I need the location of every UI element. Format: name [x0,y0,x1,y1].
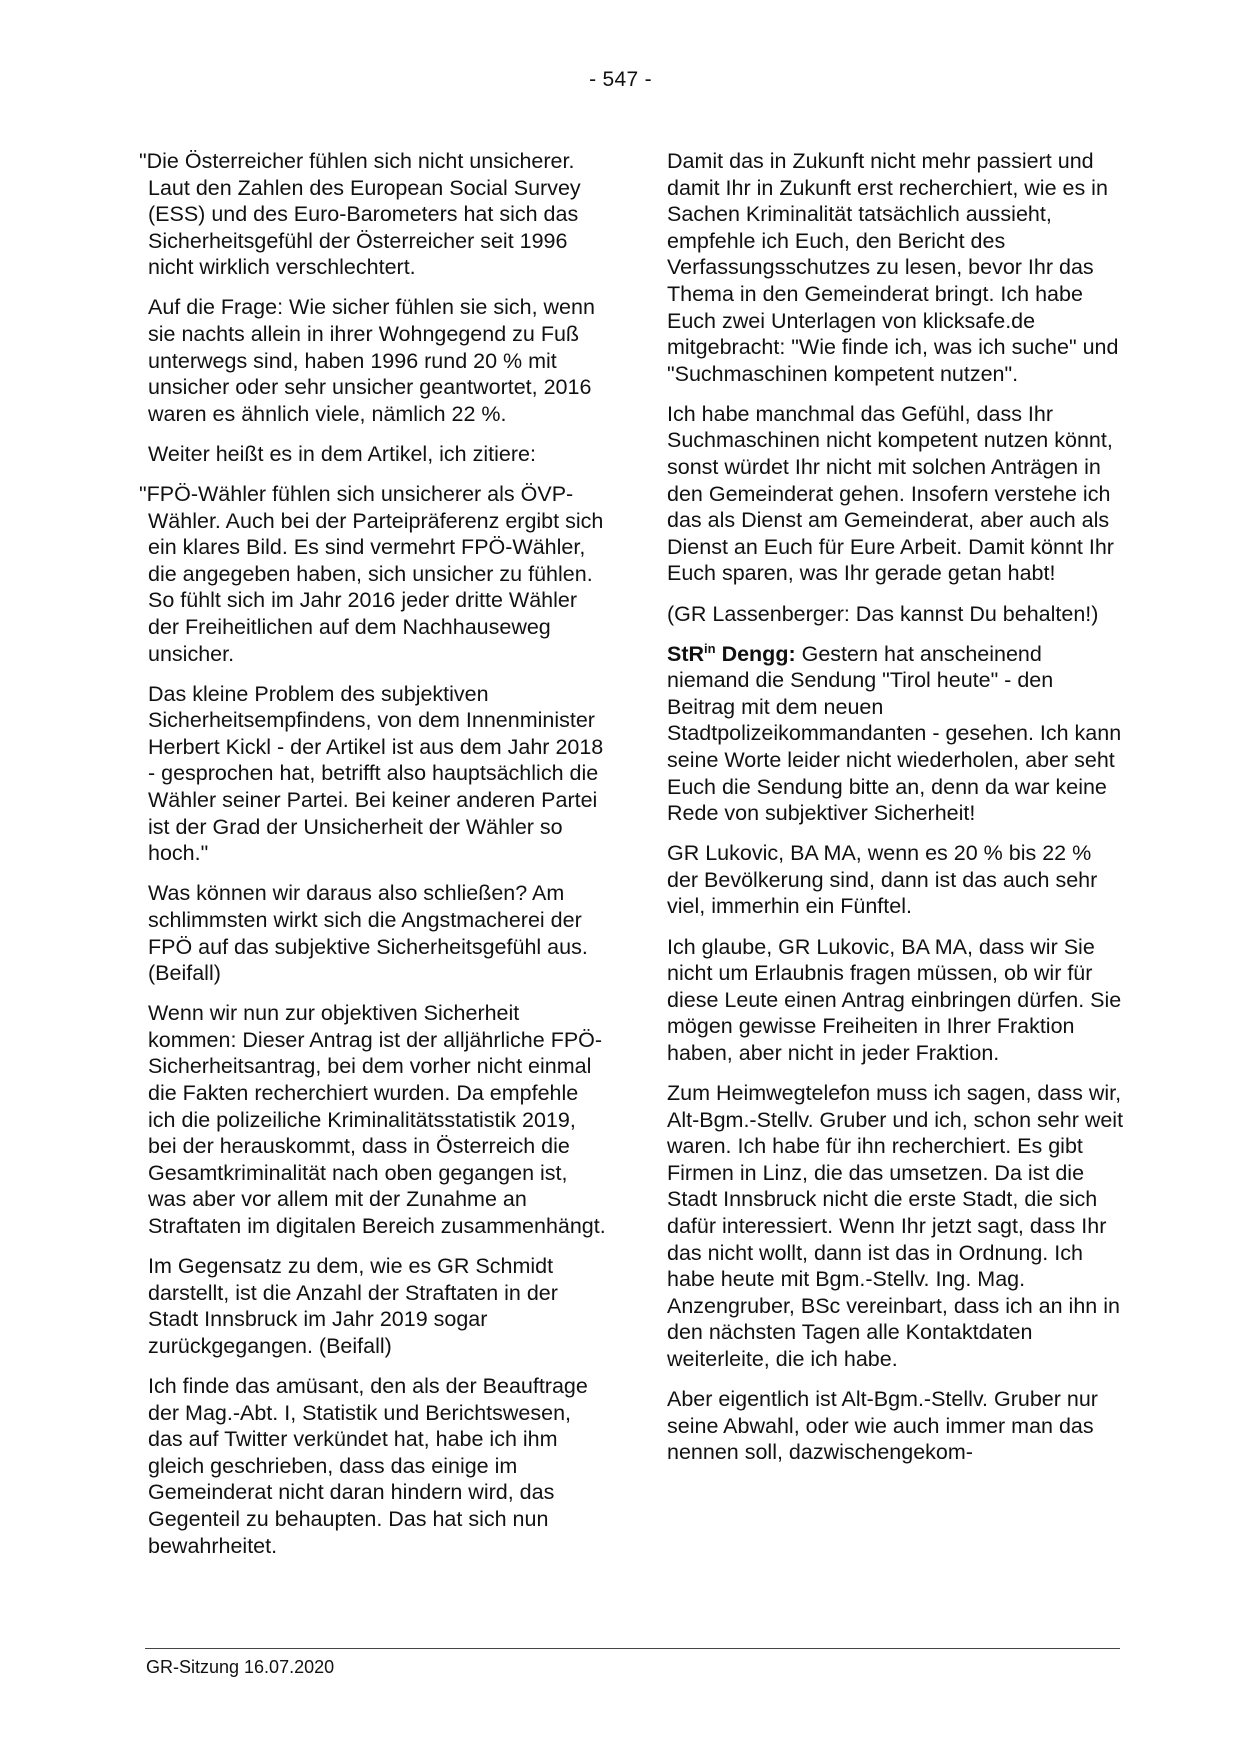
paragraph: Damit das in Zukunft nicht mehr passiert und damit Ihr in Zukunft erst recherchiert, wie es in Sachen Kriminalität tatsächlich aussieht, empfehle ich Euch, den Bericht des Verfassungsschutzes zu lesen, bevor Ihr das Thema in den Gemeinderat bringt. Ich habe Euch zwei Unterlagen von klicksafe.de mitgebracht: "Wie finde ich, was ich suche" und "Suchmaschinen kompetent nutzen". [667,149,1119,386]
footer-session-date: GR-Sitzung 16.07.2020 [146,1657,335,1677]
speaker-text: Gestern hat anscheinend niemand die Sendung "Tirol heute" - den Beitrag mit dem neuen Stadtpolizeikommandanten - gesehen. Ich kann seine Worte leider nicht wiederholen, aber seht Euch die Sendung bitte an, denn da war keine Rede von subjektiver Sicherheit! [667,641,1122,826]
paragraph: GR Lukovic, BA MA, wenn es 20 % bis 22 % der Bevölkerung sind, dann ist das auch sehr viel, immerhin ein Fünftel. [667,841,1098,919]
footer-divider [145,1648,1120,1649]
paragraph: Zum Heimwegtelefon muss ich sagen, dass wir, Alt-Bgm.-Stellv. Gruber und ich, schon sehr weit waren. Ich habe für ihn recherchiert. Es gibt Firmen in Linz, die das umsetzen. Da ist die Stadt Innsbruck nicht die erste Stadt, die sich dafür interessiert. Wenn Ihr jetzt sagt, dass Ihr das nicht wollt, dann ist das in Ordnung. Ich habe heute mit Bgm.-Stellv. Ing. Mag. Anzengruber, BSc vereinbart, dass ich an ihn in den nächsten Tagen alle Kontaktdaten weiterleite, die ich habe. [667,1081,1124,1371]
speaker-name: Dengg: [715,641,796,666]
paragraph: "Die Österreicher fühlen sich nicht unsicherer. Laut den Zahlen des European Social Survey (ESS) und des Euro-Barometers hat sich das Sicherheitsgefühl der Österreicher seit 1996 nicht wirklich verschlechtert. [139,149,581,280]
speaker-title: StR [667,641,705,666]
paragraph: Ich habe manchmal das Gefühl, dass Ihr Suchmaschinen nicht kompetent nutzen könnt, sonst würdet Ihr nicht mit solchen Anträgen in den Gemeinderat gehen. Insofern verstehe ich das als Dienst am Gemeinderat, aber auch als Dienst an Euch für Eure Arbeit. Damit könnt Ihr Euch sparen, was Ihr gerade getan habt! [667,401,1114,586]
paragraph: Weiter heißt es in dem Artikel, ich zitiere: [148,441,536,466]
page-number: - 547 - [589,68,652,91]
paragraph: Was können wir daraus also schließen? Am schlimmsten wirkt sich die Angstmacherei der FPÖ auf das subjektive Sicherheitsgefühl aus. (Beifall) [148,881,588,986]
paragraph: Wenn wir nun zur objektiven Sicherheit kommen: Dieser Antrag ist der alljährliche FPÖ-Sicherheitsantrag, bei dem vorher nicht einmal die Fakten recherchiert wurden. Da empfehle ich die polizeiliche Kriminalitätsstatistik 2019, bei der herauskommt, dass in Österreich die Gesamtkriminalität nach oben gegangen ist, was aber vor allem mit der Zunahme an Straftaten im digitalen Bereich zusammenhängt. [148,1001,606,1238]
paragraph: Im Gegensatz zu dem, wie es GR Schmidt darstellt, ist die Anzahl der Straftaten in der Stadt Innsbruck im Jahr 2019 sogar zurückgegangen. (Beifall) [148,1254,558,1358]
interjection: (GR Lassenberger: Das kannst Du behalten!) [667,601,1099,626]
paragraph: Aber eigentlich ist Alt-Bgm.-Stellv. Gruber nur seine Abwahl, oder wie auch immer man das nennen soll, dazwischengekom- [667,1387,1098,1465]
paragraph: Ich glaube, GR Lukovic, BA MA, dass wir Sie nicht um Erlaubnis fragen müssen, ob wir für diese Leute einen Antrag einbringen dürfen. Sie mögen gewisse Freiheiten in Ihrer Fraktion haben, aber nicht in jeder Fraktion. [667,934,1122,1065]
speaker-paragraph [667,641,1125,827]
paragraph: Ich finde das amüsant, den als der Beauftrage der Mag.-Abt. I, Statistik und Berichtswesen, das auf Twitter verkündet hat, habe ich ihm gleich geschrieben, dass das einige im Gemeinderat nicht daran hindern wird, das Gegenteil zu behaupten. Das hat sich nun bewahrheitet. [148,1373,588,1558]
speaker-label [667,642,796,666]
left-column [139,148,606,1573]
paragraph: Auf die Frage: Wie sicher fühlen sie sich, wenn sie nachts allein in ihrer Wohngegend zu Fuß unterwegs sind, haben 1996 rund 20 % mit unsicher oder sehr unsicher geantwortet, 2016 waren es ähnlich viele, nämlich 22 %. [148,295,595,426]
paragraph: Das kleine Problem des subjektiven Sicherheitsempfindens, von dem Innenminister Herbert Kickl - der Artikel ist aus dem Jahr 2018 - gesprochen hat, betrifft also hauptsächlich die Wähler seiner Partei. Bei keiner anderen Partei ist der Grad der Unsicherheit der Wähler so hoch." [148,681,604,866]
right-column [667,148,1125,1479]
speaker-title-superscript: in [704,640,716,656]
paragraph: "FPÖ-Wähler fühlen sich unsicherer als ÖVP-Wähler. Auch bei der Parteipräferenz ergibt sich ein klares Bild. Es sind vermehrt FPÖ-Wähler, die angegeben haben, sich unsicher zu fühlen. So fühlt sich im Jahr 2016 jeder dritte Wähler der Freiheitlichen auf dem Nachhauseweg unsicher. [139,482,604,666]
